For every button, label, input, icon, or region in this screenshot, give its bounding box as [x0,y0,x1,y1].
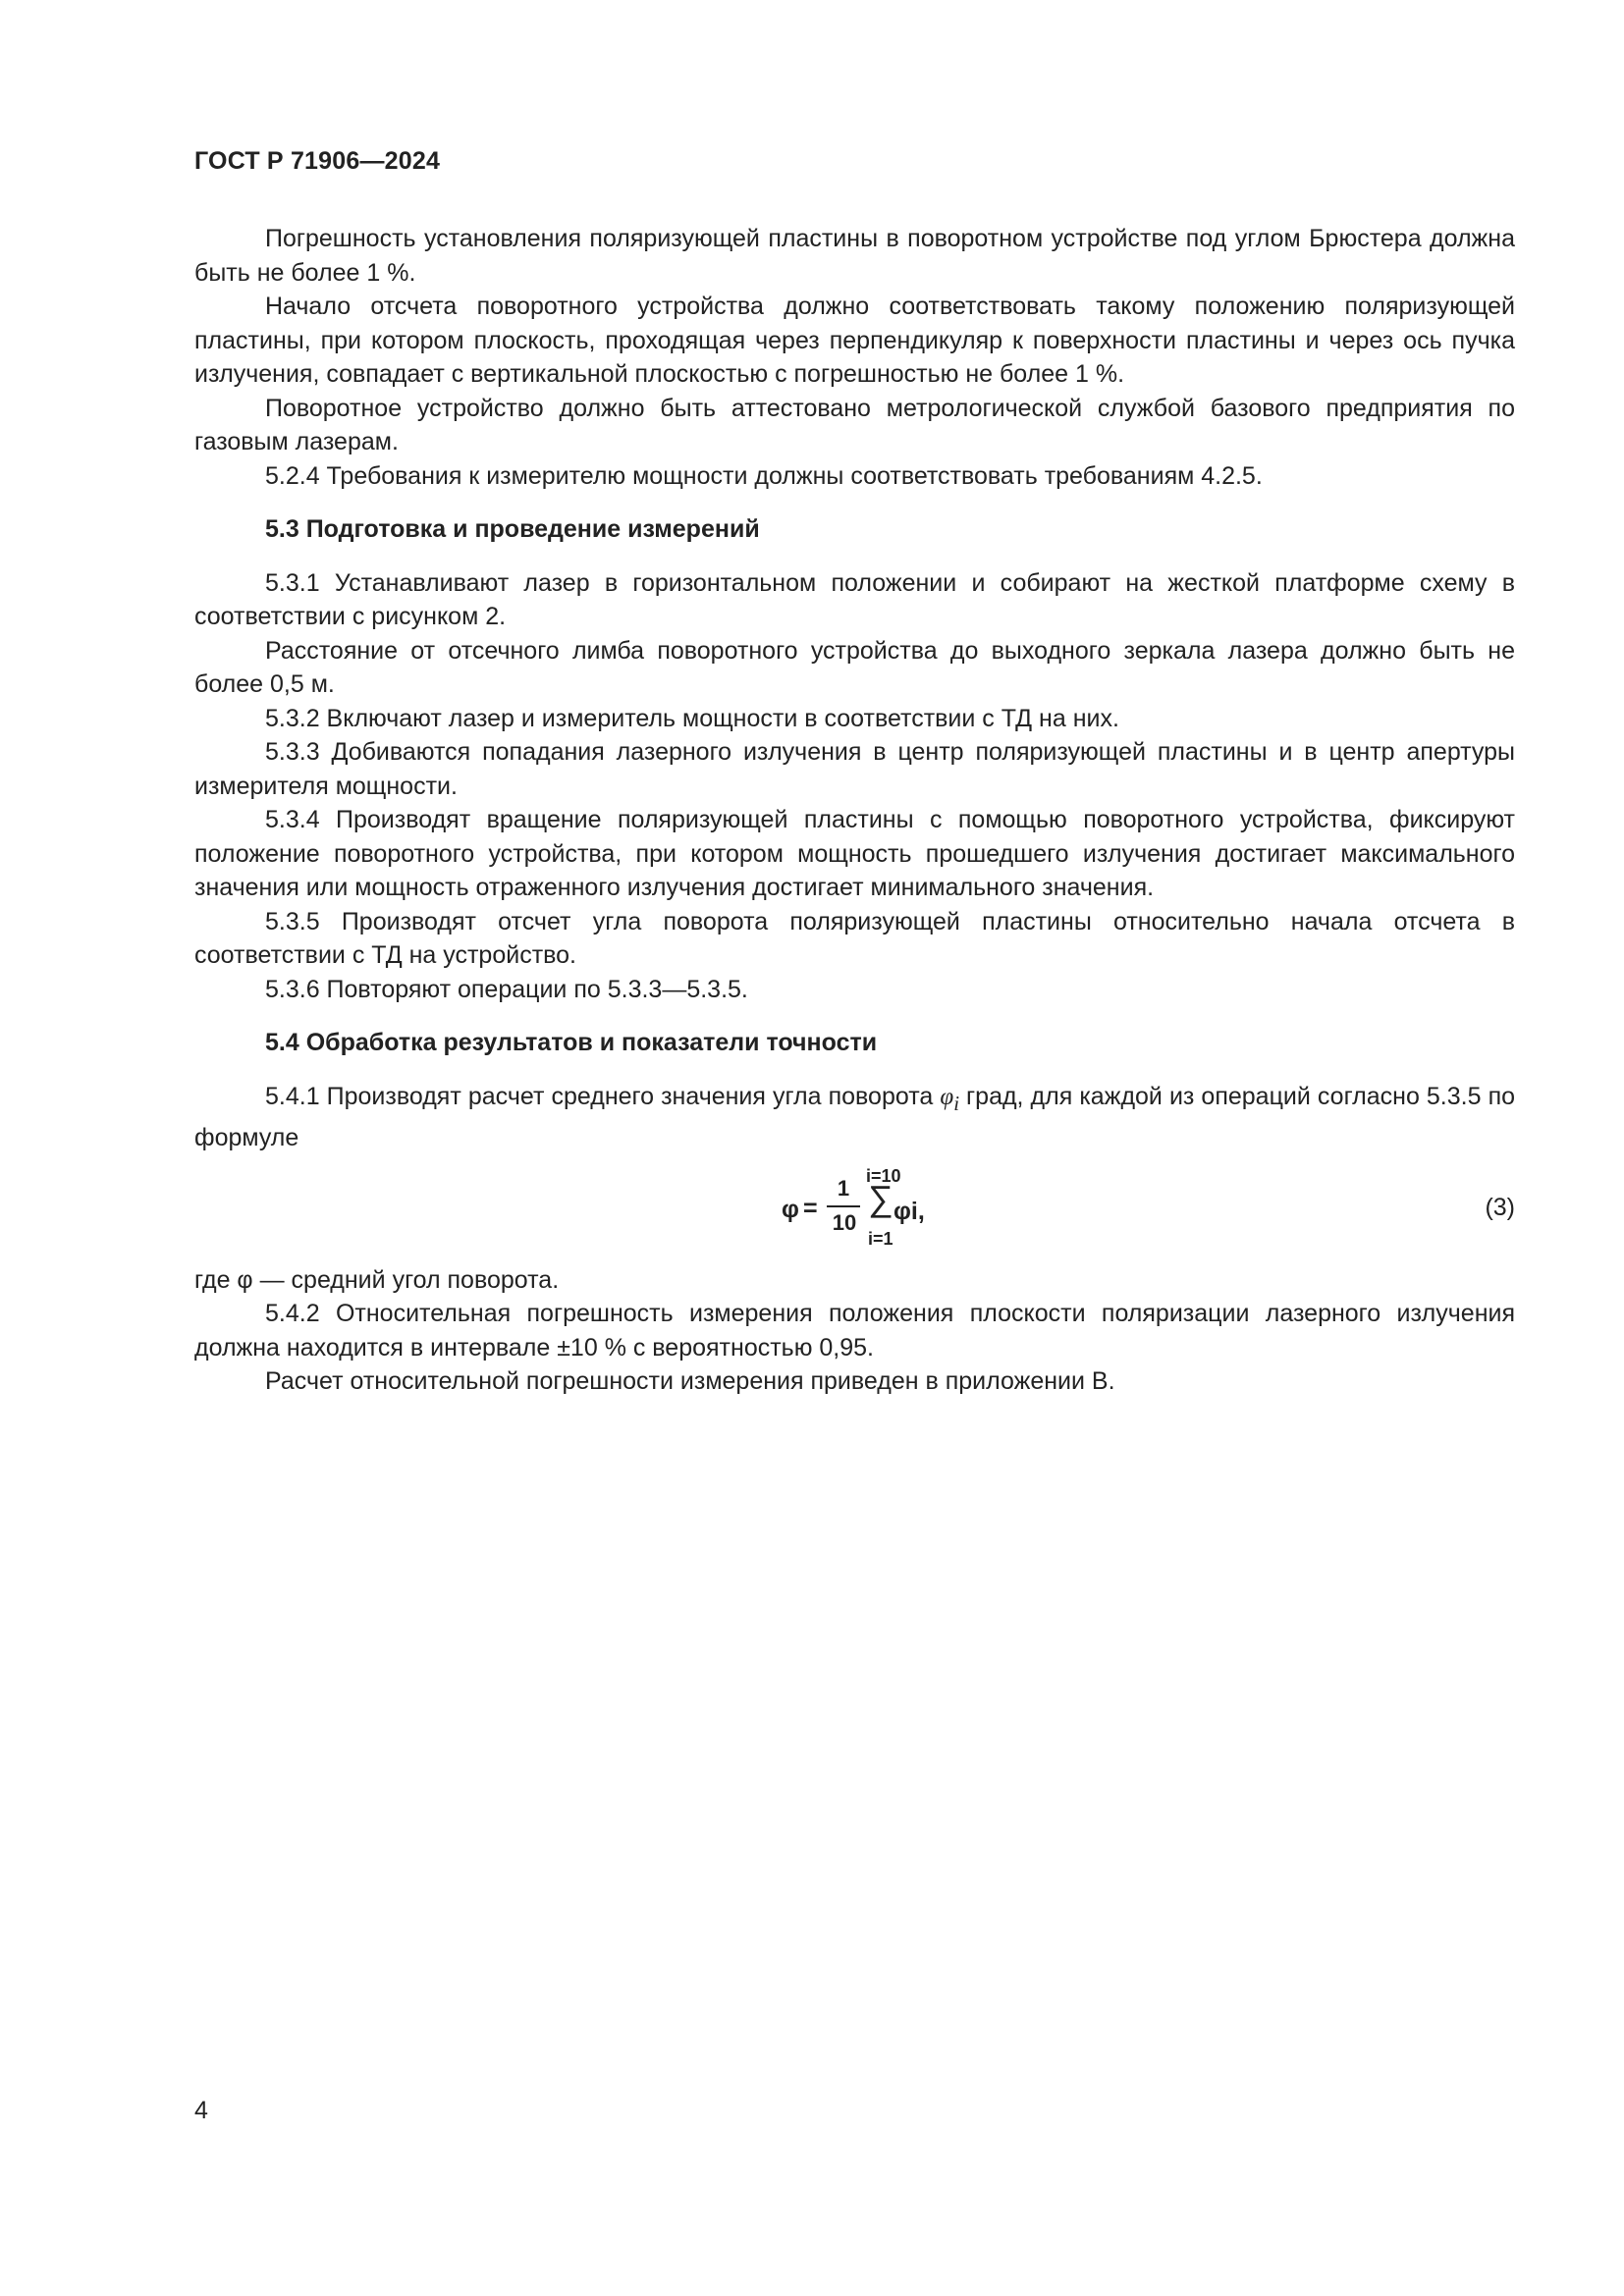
formula-block [194,1157,1515,1259]
paragraph: 5.3.2 Включают лазер и измеритель мощности в соответствии с ТД на них. [265,704,1119,732]
paragraph: 5.3.6 Повторяют операции по 5.3.3—5.3.5. [265,975,748,1003]
paragraph: 5.3.4 Производят вращение поляризующей пластины с помощью поворотного устройства, фиксируют положение поворотного устройства, при котором мощность прошедшего излучения достигает максимального значения или мощность отраженного излучения достигает минимального значения. [194,806,1515,901]
paragraph-text: 5.4.1 Производят расчет среднего значения угла поворота [265,1082,941,1110]
variable-phi: φ [940,1083,954,1110]
paragraph: 5.4.2 Относительная погрешность измерения положения плоскости поляризации лазерного излучения должна находится в интервале ±10 % с вероятностью 0,95. [194,1300,1515,1362]
variable-subscript: i [953,1091,959,1115]
page-number: 4 [194,2097,208,2124]
paragraph: Начало отсчета поворотного устройства должно соответствовать такому положению поляризующей пластины, при котором плоскость, проходящая через перпендикуляр к поверхности пластины и через ось пучка излучения, совпадает с вертикальной плоскостью с погрешностью не более 1 %. [194,293,1515,388]
paragraph-where: где φ — средний угол поворота. [194,1265,560,1294]
paragraph: Расстояние от отсечного лимба поворотного устройства до выходного зеркала лазера должно быть не более 0,5 м. [194,636,1515,698]
paragraph-5-4-1 [194,1080,1515,1155]
document-header: ГОСТ Р 71906—2024 [194,147,441,175]
equation-number: (3) [1485,1193,1515,1221]
sum-upper-limit: i=10 [866,1165,901,1186]
paragraph: Погрешность установления поляризующей пластины в поворотном устройстве под углом Брюстера должна быть не более 1 %. [194,225,1515,287]
formula-denominator: 10 [832,1209,857,1235]
sum-symbol: ∑ [868,1177,893,1218]
fraction-bar [827,1205,860,1207]
paragraph: 5.3.3 Добиваются попадания лазерного излучения в центр поляризующей пластины и в центр апертуры измерителя мощности. [194,738,1515,800]
formula-equals: = [803,1194,818,1222]
paragraph: 5.2.4 Требования к измерителю мощности должны соответствовать требованиям 4.2.5. [265,461,1263,490]
formula-term: φi, [893,1197,925,1225]
formula-lhs: φ [782,1195,799,1223]
paragraph-text: град, для каждой из операций согласно 5.3.5 по формуле [194,1082,1516,1151]
section-heading-5-4: 5.4 Обработка результатов и показатели точности [265,1029,878,1056]
formula-numerator: 1 [837,1175,850,1201]
sum-lower-limit: i=1 [868,1228,893,1249]
paragraph: 5.3.5 Производят отсчет угла поворота поляризующей пластины относительно начала отсчета в соответствии с ТД на устройство. [194,907,1515,969]
document-body [194,222,1515,1399]
paragraph: 5.3.1 Устанавливают лазер в горизонтальном положении и собирают на жесткой платформе схему в соответствии с рисунком 2. [194,568,1515,630]
paragraph: Поворотное устройство должно быть аттестовано метрологической службой базового предприятия по газовым лазерам. [194,394,1515,455]
formula [782,1157,958,1259]
section-heading-5-3: 5.3 Подготовка и проведение измерений [265,515,760,543]
paragraph: Расчет относительной погрешности измерения приведен в приложении В. [265,1367,1115,1395]
